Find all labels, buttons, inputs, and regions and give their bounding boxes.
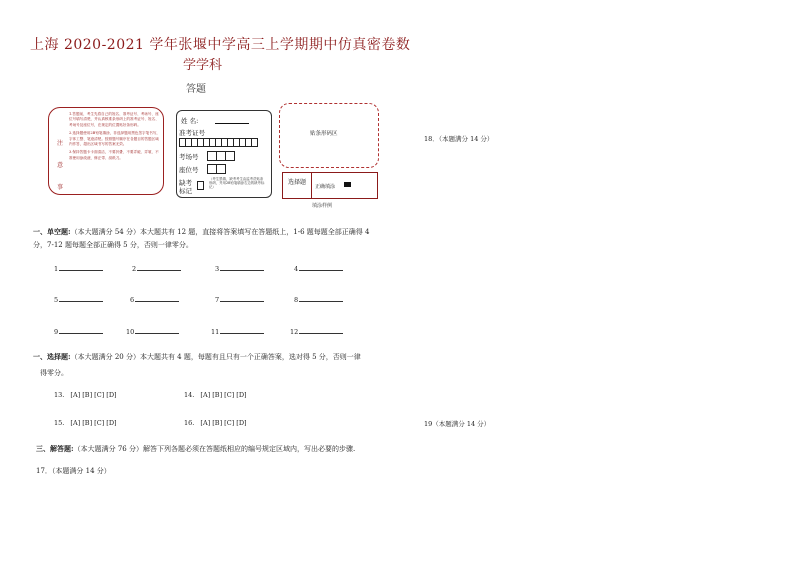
blank-item-1[interactable]: [54, 264, 103, 273]
blank-item-4[interactable]: [294, 264, 343, 273]
section3-text: （本大题满分 76 分）解答下列各题必须在答题纸相应的编号规定区域内，写出必要的步骤.: [73, 445, 356, 453]
notice-line: 2.选择题使用2B铅笔填涂，非选择题用黑色签字笔书写，字体工整、笔迹清楚。按照题号顺序在各题目的答题区域内作答，超出区域书写的答案无效。: [69, 131, 161, 147]
mc-question-15[interactable]: [54, 419, 117, 427]
choice-label: 选择题: [288, 179, 307, 186]
blank-item-12[interactable]: [290, 327, 343, 336]
absent-label: 缺考: [179, 179, 192, 187]
blank-item-9[interactable]: [54, 327, 103, 336]
sticker-label: 贴条形码区: [310, 131, 338, 137]
item-number: 6: [130, 296, 135, 304]
absent-mark-box[interactable]: [197, 181, 203, 190]
blank-item-11[interactable]: [211, 327, 264, 336]
blank-item-2[interactable]: [132, 264, 181, 273]
option-bubbles[interactable]: [A] [B] [C] [D]: [200, 391, 247, 399]
notice-heading-char: 意: [57, 162, 64, 169]
notice-heading-char: 注: [57, 140, 64, 147]
question-number: 14.: [184, 391, 195, 399]
answer-label: 答题: [186, 84, 206, 95]
section3-line: [36, 444, 355, 454]
notice-heading: [57, 138, 67, 194]
divider: [311, 173, 312, 198]
exam-number-grid[interactable]: [179, 138, 257, 147]
absent-note: （考生禁填，缺考考生由监考员贴条形码，并用2B铅笔填涂右边的缺考标记）: [209, 177, 265, 190]
seat-label: 座位号: [179, 166, 199, 174]
item-number: 11: [211, 328, 220, 336]
item-number: 9: [54, 328, 59, 336]
section2-text: （本大题满分 20 分）本大题共有 4 题，每题有且只有一个正确答案，选对得 5 分，否则一律: [70, 353, 361, 361]
blank-item-7[interactable]: [215, 295, 264, 304]
item-number: 2: [132, 265, 137, 273]
seat-grid[interactable]: [207, 164, 225, 174]
blank-item-6[interactable]: [130, 295, 179, 304]
item-number: 8: [294, 296, 299, 304]
question-number: 15.: [54, 419, 65, 427]
item-number: 5: [54, 296, 59, 304]
section2-text-line2: 得零分。: [40, 369, 68, 377]
section1-text-line2: 分，7-12 题每题全部正确得 5 分，否则一律零分。: [33, 241, 193, 249]
fill-sample-box: [282, 172, 378, 199]
section2-heading: 一、选择题:: [33, 352, 71, 361]
section1-line1: [33, 227, 369, 237]
item-number: 12: [290, 328, 299, 336]
notice-line: 1.答题前，考生先将自己的姓名、准考证号、考场号、座位号填写清楚，并认真核准条形码上的准考证号、姓名、考场号及座位号，在规定的位置贴好条形码。: [69, 112, 159, 127]
name-label: 姓 名:: [181, 117, 199, 125]
student-info-box: [176, 110, 272, 198]
notice-line: 3.保持答题卡卡面清洁，不要折叠、不要弄破、弄皱，不准使用涂改液、修正带、刮纸刀。: [69, 150, 159, 160]
blank-item-8[interactable]: [294, 295, 343, 304]
notice-heading-char: 事: [57, 184, 64, 191]
option-bubbles[interactable]: [A] [B] [C] [D]: [70, 419, 117, 427]
room-label: 考场号: [179, 153, 199, 161]
filled-mark-icon: [344, 182, 351, 187]
mc-question-14[interactable]: [184, 391, 247, 399]
option-bubbles[interactable]: [A] [B] [C] [D]: [200, 419, 247, 427]
item-number: 10: [126, 328, 135, 336]
correct-fill-label: 正确填涂: [315, 184, 336, 190]
mark-label: 标记: [179, 187, 192, 195]
room-grid[interactable]: [207, 151, 234, 161]
section1-heading: 一、单空题:: [33, 227, 71, 236]
section1-text: （本大题满分 54 分）本大题共有 12 题，直接将答案填写在答题纸上，1-6 题每题全部正确得 4: [70, 228, 370, 236]
page-title: 上海 2020-2021 学年张堰中学高三上学期期中仿真密卷数: [30, 37, 411, 53]
blank-item-10[interactable]: [126, 327, 179, 336]
mc-question-16[interactable]: [184, 419, 247, 427]
item-number: 3: [215, 265, 220, 273]
notice-box: [48, 107, 164, 195]
item-number: 4: [294, 265, 299, 273]
blank-item-3[interactable]: [215, 264, 264, 273]
item-number: 1: [54, 265, 59, 273]
fill-sample-caption: 填涂样例: [312, 203, 333, 209]
mc-question-13[interactable]: [54, 391, 117, 399]
section3-heading: 三、解答题:: [36, 444, 74, 453]
question-18-label: 18．（本题满分 14 分）: [424, 135, 494, 143]
question-number: 16.: [184, 419, 195, 427]
item-number: 7: [215, 296, 220, 304]
question-17-label: 17．（本题满分 14 分）: [36, 467, 111, 475]
exam-number-label: 准考证号: [179, 129, 205, 137]
subject-title: 学学科: [183, 58, 223, 73]
blank-item-5[interactable]: [54, 295, 103, 304]
option-bubbles[interactable]: [A] [B] [C] [D]: [70, 391, 117, 399]
question-number: 13.: [54, 391, 65, 399]
barcode-sticker-area: [279, 103, 379, 168]
question-19-label: 19（本题满分 14 分）: [424, 420, 491, 428]
notice-text: [69, 112, 161, 164]
section2-line1: [33, 352, 361, 362]
name-field[interactable]: [215, 123, 249, 124]
